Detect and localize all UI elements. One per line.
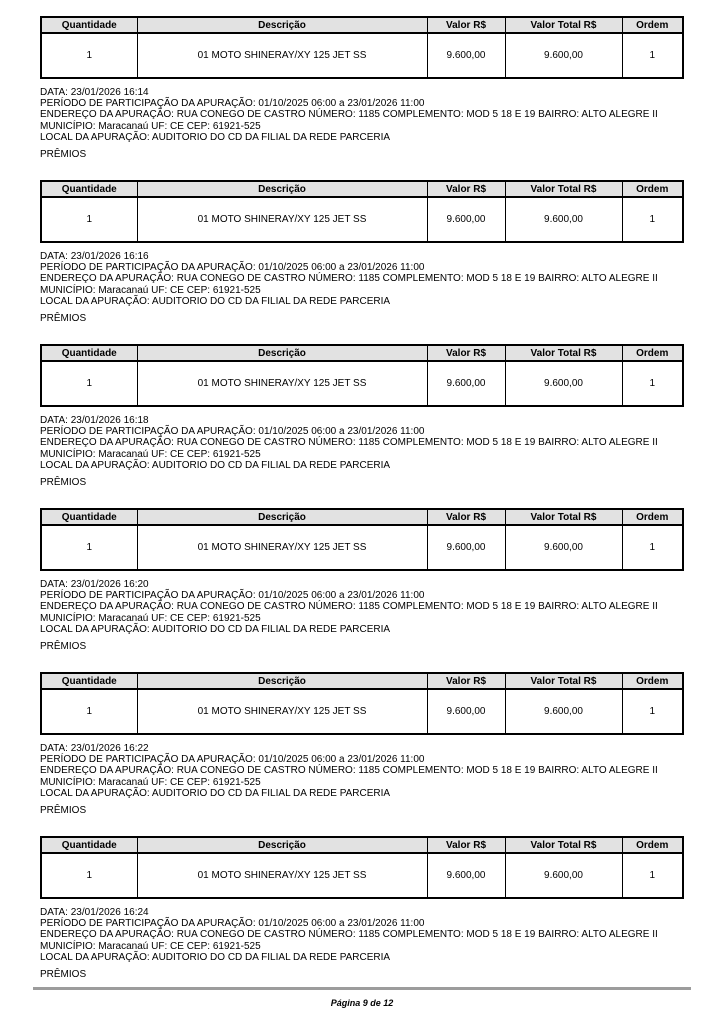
cell-valor-total: 9.600,00 (505, 197, 622, 242)
info-line-data: DATA: 23/01/2026 16:24 (40, 907, 149, 919)
col-header-descricao: Descrição (137, 673, 427, 689)
apuracao-info-block (40, 743, 682, 799)
col-header-ordem: Ordem (622, 509, 683, 525)
table-header-row (41, 837, 683, 853)
apuracao-info-block (40, 579, 682, 635)
col-header-quantidade: Quantidade (41, 509, 137, 525)
info-line-data: DATA: 23/01/2026 16:22 (40, 743, 149, 755)
table-row (41, 197, 683, 242)
table-row (41, 525, 683, 570)
premios-table (40, 344, 684, 407)
table-row (41, 689, 683, 734)
cell-descricao: 01 MOTO SHINERAY/XY 125 JET SS (137, 853, 427, 898)
apuracao-section (40, 16, 682, 160)
col-header-quantidade: Quantidade (41, 345, 137, 361)
apuracao-section (40, 344, 682, 488)
col-header-descricao: Descrição (137, 17, 427, 33)
premios-table (40, 180, 684, 243)
cell-descricao: 01 MOTO SHINERAY/XY 125 JET SS (137, 525, 427, 570)
col-header-valor-total: Valor Total R$ (505, 509, 622, 525)
cell-descricao: 01 MOTO SHINERAY/XY 125 JET SS (137, 689, 427, 734)
info-line-data: DATA: 23/01/2026 16:18 (40, 415, 149, 427)
info-line-data: DATA: 23/01/2026 16:20 (40, 579, 149, 591)
info-line-endereco: ENDEREÇO DA APURAÇÃO: RUA CONEGO DE CASTRO NÚMERO: 1185 COMPLEMENTO: MOD 5 18 E 19 BAIRRO: ALTO ALEGRE II (40, 109, 658, 121)
col-header-ordem: Ordem (622, 181, 683, 197)
cell-valor: 9.600,00 (427, 33, 505, 78)
info-line-local: LOCAL DA APURAÇÃO: AUDITORIO DO CD DA FILIAL DA REDE PARCERIA (40, 295, 391, 307)
apuracao-info-block (40, 87, 682, 143)
col-header-descricao: Descrição (137, 509, 427, 525)
info-line-municipio: MUNICÍPIO: Maracanaú UF: CE CEP: 61921-525 (40, 284, 261, 296)
cell-valor-total: 9.600,00 (505, 33, 622, 78)
col-header-valor-total: Valor Total R$ (505, 837, 622, 853)
cell-valor-total: 9.600,00 (505, 689, 622, 734)
premios-table (40, 508, 684, 571)
cell-valor: 9.600,00 (427, 853, 505, 898)
cell-valor-total: 9.600,00 (505, 525, 622, 570)
premios-table (40, 836, 684, 899)
cell-ordem: 1 (622, 33, 683, 78)
col-header-quantidade: Quantidade (41, 837, 137, 853)
info-line-data: DATA: 23/01/2026 16:16 (40, 251, 149, 263)
table-header-row (41, 509, 683, 525)
apuracao-info-block (40, 907, 682, 963)
cell-descricao: 01 MOTO SHINERAY/XY 125 JET SS (137, 361, 427, 406)
info-line-periodo: PERÍODO DE PARTICIPAÇÃO DA APURAÇÃO: 01/10/2025 06:00 a 23/01/2026 11:00 (40, 262, 425, 274)
apuracao-section (40, 180, 682, 324)
info-line-local: LOCAL DA APURAÇÃO: AUDITORIO DO CD DA FILIAL DA REDE PARCERIA (40, 131, 391, 143)
cell-quantidade: 1 (41, 197, 137, 242)
cell-valor-total: 9.600,00 (505, 361, 622, 406)
table-row (41, 361, 683, 406)
apuracao-info-block (40, 415, 682, 471)
col-header-valor: Valor R$ (427, 673, 505, 689)
premios-heading: PRÊMIOS (40, 477, 87, 489)
cell-valor: 9.600,00 (427, 197, 505, 242)
info-line-endereco: ENDEREÇO DA APURAÇÃO: RUA CONEGO DE CASTRO NÚMERO: 1185 COMPLEMENTO: MOD 5 18 E 19 BAIRRO: ALTO ALEGRE II (40, 601, 658, 613)
cell-ordem: 1 (622, 525, 683, 570)
info-line-periodo: PERÍODO DE PARTICIPAÇÃO DA APURAÇÃO: 01/10/2025 06:00 a 23/01/2026 11:00 (40, 918, 425, 930)
page-number: Página 9 de 12 (330, 998, 394, 1008)
cell-valor-total: 9.600,00 (505, 853, 622, 898)
col-header-valor-total: Valor Total R$ (505, 345, 622, 361)
col-header-valor: Valor R$ (427, 509, 505, 525)
info-line-local: LOCAL DA APURAÇÃO: AUDITORIO DO CD DA FILIAL DA REDE PARCERIA (40, 459, 391, 471)
cell-ordem: 1 (622, 197, 683, 242)
col-header-quantidade: Quantidade (41, 181, 137, 197)
cell-valor: 9.600,00 (427, 689, 505, 734)
cell-valor: 9.600,00 (427, 361, 505, 406)
apuracao-section (40, 508, 682, 652)
apuracao-section (40, 836, 682, 980)
info-line-periodo: PERÍODO DE PARTICIPAÇÃO DA APURAÇÃO: 01/10/2025 06:00 a 23/01/2026 11:00 (40, 590, 425, 602)
cell-quantidade: 1 (41, 689, 137, 734)
info-line-local: LOCAL DA APURAÇÃO: AUDITORIO DO CD DA FILIAL DA REDE PARCERIA (40, 787, 391, 799)
footer-divider (33, 987, 691, 990)
col-header-ordem: Ordem (622, 837, 683, 853)
info-line-endereco: ENDEREÇO DA APURAÇÃO: RUA CONEGO DE CASTRO NÚMERO: 1185 COMPLEMENTO: MOD 5 18 E 19 BAIRRO: ALTO ALEGRE II (40, 273, 658, 285)
premios-table (40, 16, 684, 79)
info-line-data: DATA: 23/01/2026 16:14 (40, 87, 149, 98)
apuracao-section (40, 672, 682, 816)
info-line-municipio: MUNICÍPIO: Maracanaú UF: CE CEP: 61921-525 (40, 940, 261, 952)
info-line-municipio: MUNICÍPIO: Maracanaú UF: CE CEP: 61921-525 (40, 776, 261, 788)
premios-heading: PRÊMIOS (40, 641, 87, 653)
col-header-descricao: Descrição (137, 345, 427, 361)
table-row (41, 33, 683, 78)
table-header-row (41, 17, 683, 33)
col-header-valor-total: Valor Total R$ (505, 181, 622, 197)
info-line-local: LOCAL DA APURAÇÃO: AUDITORIO DO CD DA FILIAL DA REDE PARCERIA (40, 623, 391, 635)
info-line-endereco: ENDEREÇO DA APURAÇÃO: RUA CONEGO DE CASTRO NÚMERO: 1185 COMPLEMENTO: MOD 5 18 E 19 BAIRRO: ALTO ALEGRE II (40, 929, 658, 941)
premios-table (40, 672, 684, 735)
cell-ordem: 1 (622, 689, 683, 734)
col-header-valor: Valor R$ (427, 837, 505, 853)
table-header-row (41, 345, 683, 361)
cell-valor: 9.600,00 (427, 525, 505, 570)
apuracao-info-block (40, 251, 682, 307)
cell-quantidade: 1 (41, 853, 137, 898)
cell-descricao: 01 MOTO SHINERAY/XY 125 JET SS (137, 33, 427, 78)
info-line-periodo: PERÍODO DE PARTICIPAÇÃO DA APURAÇÃO: 01/10/2025 06:00 a 23/01/2026 11:00 (40, 426, 425, 438)
col-header-ordem: Ordem (622, 17, 683, 33)
info-line-municipio: MUNICÍPIO: Maracanaú UF: CE CEP: 61921-525 (40, 120, 261, 132)
info-line-endereco: ENDEREÇO DA APURAÇÃO: RUA CONEGO DE CASTRO NÚMERO: 1185 COMPLEMENTO: MOD 5 18 E 19 BAIRRO: ALTO ALEGRE II (40, 437, 658, 449)
col-header-valor-total: Valor Total R$ (505, 673, 622, 689)
cell-descricao: 01 MOTO SHINERAY/XY 125 JET SS (137, 197, 427, 242)
info-line-local: LOCAL DA APURAÇÃO: AUDITORIO DO CD DA FILIAL DA REDE PARCERIA (40, 951, 391, 963)
premios-heading: PRÊMIOS (40, 969, 87, 981)
col-header-valor: Valor R$ (427, 345, 505, 361)
col-header-descricao: Descrição (137, 181, 427, 197)
table-row (41, 853, 683, 898)
col-header-descricao: Descrição (137, 837, 427, 853)
premios-heading: PRÊMIOS (40, 149, 87, 161)
cell-quantidade: 1 (41, 525, 137, 570)
premios-heading: PRÊMIOS (40, 805, 87, 817)
info-line-periodo: PERÍODO DE PARTICIPAÇÃO DA APURAÇÃO: 01/10/2025 06:00 a 23/01/2026 11:00 (40, 754, 425, 766)
table-header-row (41, 673, 683, 689)
col-header-valor: Valor R$ (427, 17, 505, 33)
table-header-row (41, 181, 683, 197)
premios-heading: PRÊMIOS (40, 313, 87, 325)
col-header-ordem: Ordem (622, 345, 683, 361)
cell-quantidade: 1 (41, 33, 137, 78)
col-header-quantidade: Quantidade (41, 17, 137, 33)
info-line-periodo: PERÍODO DE PARTICIPAÇÃO DA APURAÇÃO: 01/10/2025 06:00 a 23/01/2026 11:00 (40, 98, 425, 110)
cell-ordem: 1 (622, 853, 683, 898)
info-line-municipio: MUNICÍPIO: Maracanaú UF: CE CEP: 61921-525 (40, 448, 261, 460)
col-header-valor: Valor R$ (427, 181, 505, 197)
info-line-endereco: ENDEREÇO DA APURAÇÃO: RUA CONEGO DE CASTRO NÚMERO: 1185 COMPLEMENTO: MOD 5 18 E 19 BAIRRO: ALTO ALEGRE II (40, 765, 658, 777)
col-header-quantidade: Quantidade (41, 673, 137, 689)
cell-quantidade: 1 (41, 361, 137, 406)
cell-ordem: 1 (622, 361, 683, 406)
col-header-valor-total: Valor Total R$ (505, 17, 622, 33)
col-header-ordem: Ordem (622, 673, 683, 689)
info-line-municipio: MUNICÍPIO: Maracanaú UF: CE CEP: 61921-525 (40, 612, 261, 624)
